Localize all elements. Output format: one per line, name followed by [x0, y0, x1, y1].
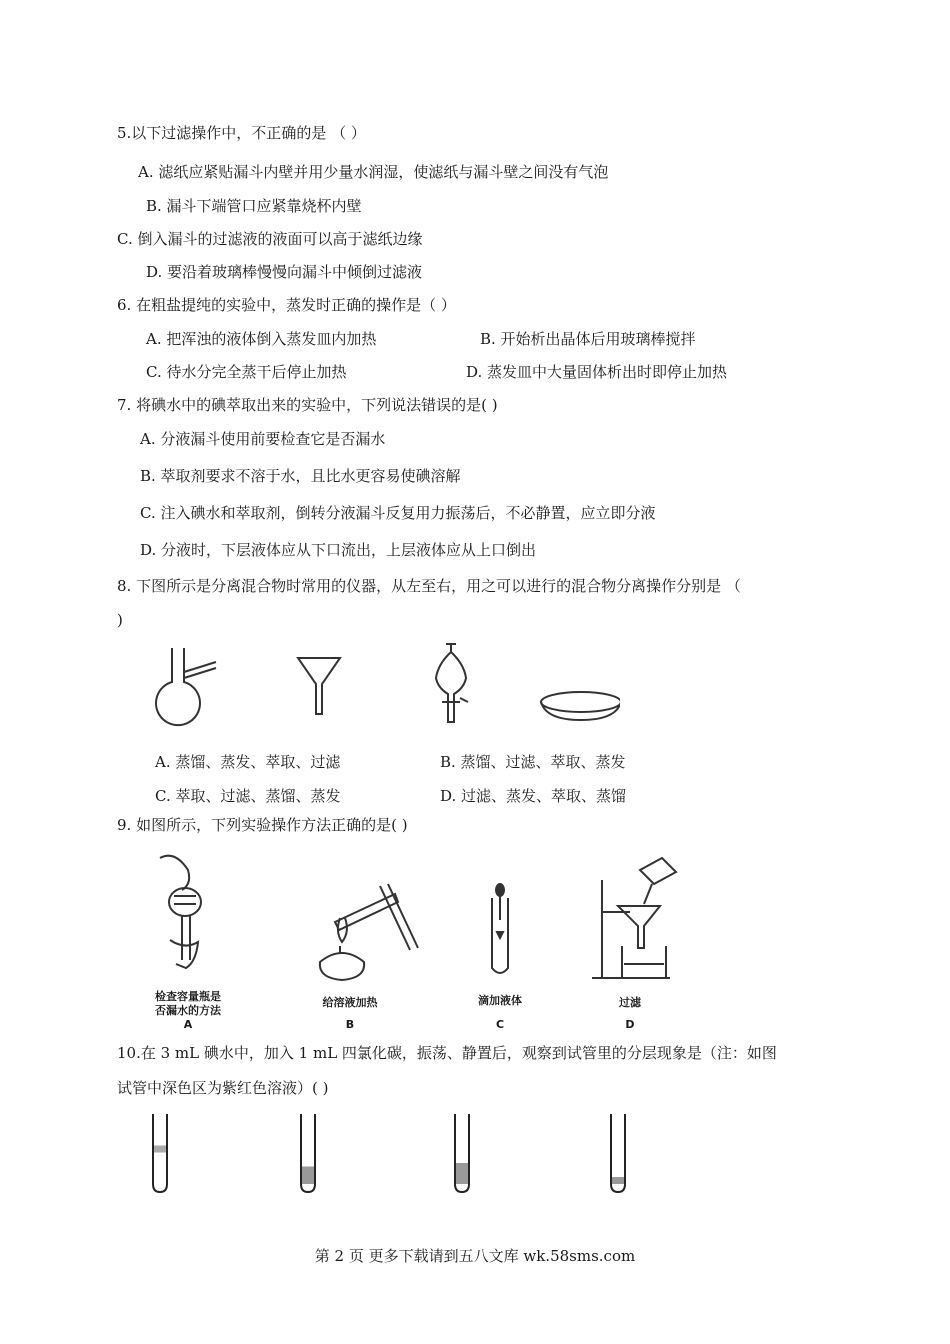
q9-caption-c: 滴加液体: [478, 994, 522, 1007]
test-tube-dark-layer: [456, 1163, 468, 1184]
test-tube-1: [153, 1114, 167, 1192]
q9-label-c: C: [495, 1018, 505, 1031]
q5-option-a: A. 滤纸应紧贴漏斗内壁并用少量水润湿，使滤纸与漏斗壁之间没有气泡: [138, 163, 609, 181]
q5-option-d: D. 要沿着玻璃棒慢慢向漏斗中倾倒过滤液: [146, 263, 423, 281]
funnel-icon: [298, 658, 340, 714]
q7-option-c: C. 注入碘水和萃取剂，倒转分液漏斗反复用力振荡后，不必静置，应立即分液: [140, 504, 656, 522]
page-footer: 第 2 页 更多下载请到五八文库 wk.58sms.com: [314, 1247, 636, 1265]
test-tube-heating-icon: [320, 884, 418, 980]
test-tube-outline: [153, 1114, 167, 1192]
q9-caption-a-line1: 检查容量瓶是: [155, 990, 221, 1003]
q8-option-c: C. 萃取、过滤、蒸馏、蒸发: [155, 787, 341, 805]
q8-stem: 8. 下图所示是分离混合物时常用的仪器，从左至右，用之可以进行的混合物分离操作分别是 （: [117, 577, 741, 595]
volumetric-flask-check-icon: [160, 856, 201, 968]
q10-stem-cont: 试管中深色区为紫红色溶液）( ): [117, 1079, 329, 1097]
q5-option-c: C. 倒入漏斗的过滤液的液面可以高于滤纸边缘: [117, 230, 423, 248]
q6-option-a: A. 把浑浊的液体倒入蒸发皿内加热: [146, 330, 377, 348]
q9-label-b: B: [345, 1018, 355, 1031]
test-tube-dark-layer: [612, 1177, 624, 1184]
test-tube-dark-layer: [154, 1146, 166, 1153]
q10-stem: 10.在 3 mL 碘水中，加入 1 mL 四氯化碳，振荡、静置后，观察到试管里的分层现象是（注：如图: [117, 1044, 777, 1062]
q5-stem: 5.以下过滤操作中，不正确的是 （ ）: [117, 124, 366, 142]
q8-apparatus-figure: [150, 640, 620, 730]
q10-test-tubes-figure: [140, 1112, 640, 1196]
filtration-setup-icon: [592, 858, 676, 978]
q8-option-b: B. 蒸馏、过滤、萃取、蒸发: [440, 753, 626, 771]
q9-caption-a-line2: 否漏水的方法: [155, 1004, 221, 1017]
q9-caption-b: 给溶液加热: [322, 996, 378, 1009]
separatory-funnel-icon: [436, 644, 468, 722]
q7-option-b: B. 萃取剂要求不溶于水，且比水更容易使碘溶解: [140, 467, 461, 485]
test-tube-dark-layer: [302, 1167, 314, 1185]
q7-option-a: A. 分液漏斗使用前要检查它是否漏水: [140, 430, 386, 448]
q8-option-a: A. 蒸馏、蒸发、萃取、过滤: [155, 753, 341, 771]
q9-caption-d: 过滤: [619, 996, 641, 1009]
q6-option-c: C. 待水分完全蒸干后停止加热: [146, 363, 347, 381]
q9-experiment-figure: [130, 850, 690, 990]
q6-option-d: D. 蒸发皿中大量固体析出时即停止加热: [466, 363, 728, 381]
test-tube-4: [611, 1114, 625, 1192]
test-tube-2: [301, 1114, 315, 1192]
q8-stem-cont: ): [117, 611, 123, 629]
q7-option-d: D. 分液时，下层液体应从下口流出，上层液体应从上口倒出: [140, 541, 537, 559]
q7-stem: 7. 将碘水中的碘萃取出来的实验中，下列说法错误的是( ): [117, 396, 498, 414]
q5-option-b: B. 漏斗下端管口应紧靠烧杯内壁: [146, 197, 362, 215]
evaporating-dish-icon: [541, 692, 620, 720]
q9-label-d: D: [625, 1018, 635, 1031]
distilling-flask-icon: [156, 648, 216, 725]
q9-label-a: A: [183, 1018, 193, 1031]
test-tube-3: [455, 1114, 469, 1192]
dropper-icon: [492, 884, 508, 973]
q6-option-b: B. 开始析出晶体后用玻璃棒搅拌: [480, 330, 696, 348]
q6-stem: 6. 在粗盐提纯的实验中，蒸发时正确的操作是（ ）: [117, 296, 456, 314]
q8-option-d: D. 过滤、蒸发、萃取、蒸馏: [440, 787, 627, 805]
q9-stem: 9. 如图所示，下列实验操作方法正确的是( ): [117, 816, 408, 834]
